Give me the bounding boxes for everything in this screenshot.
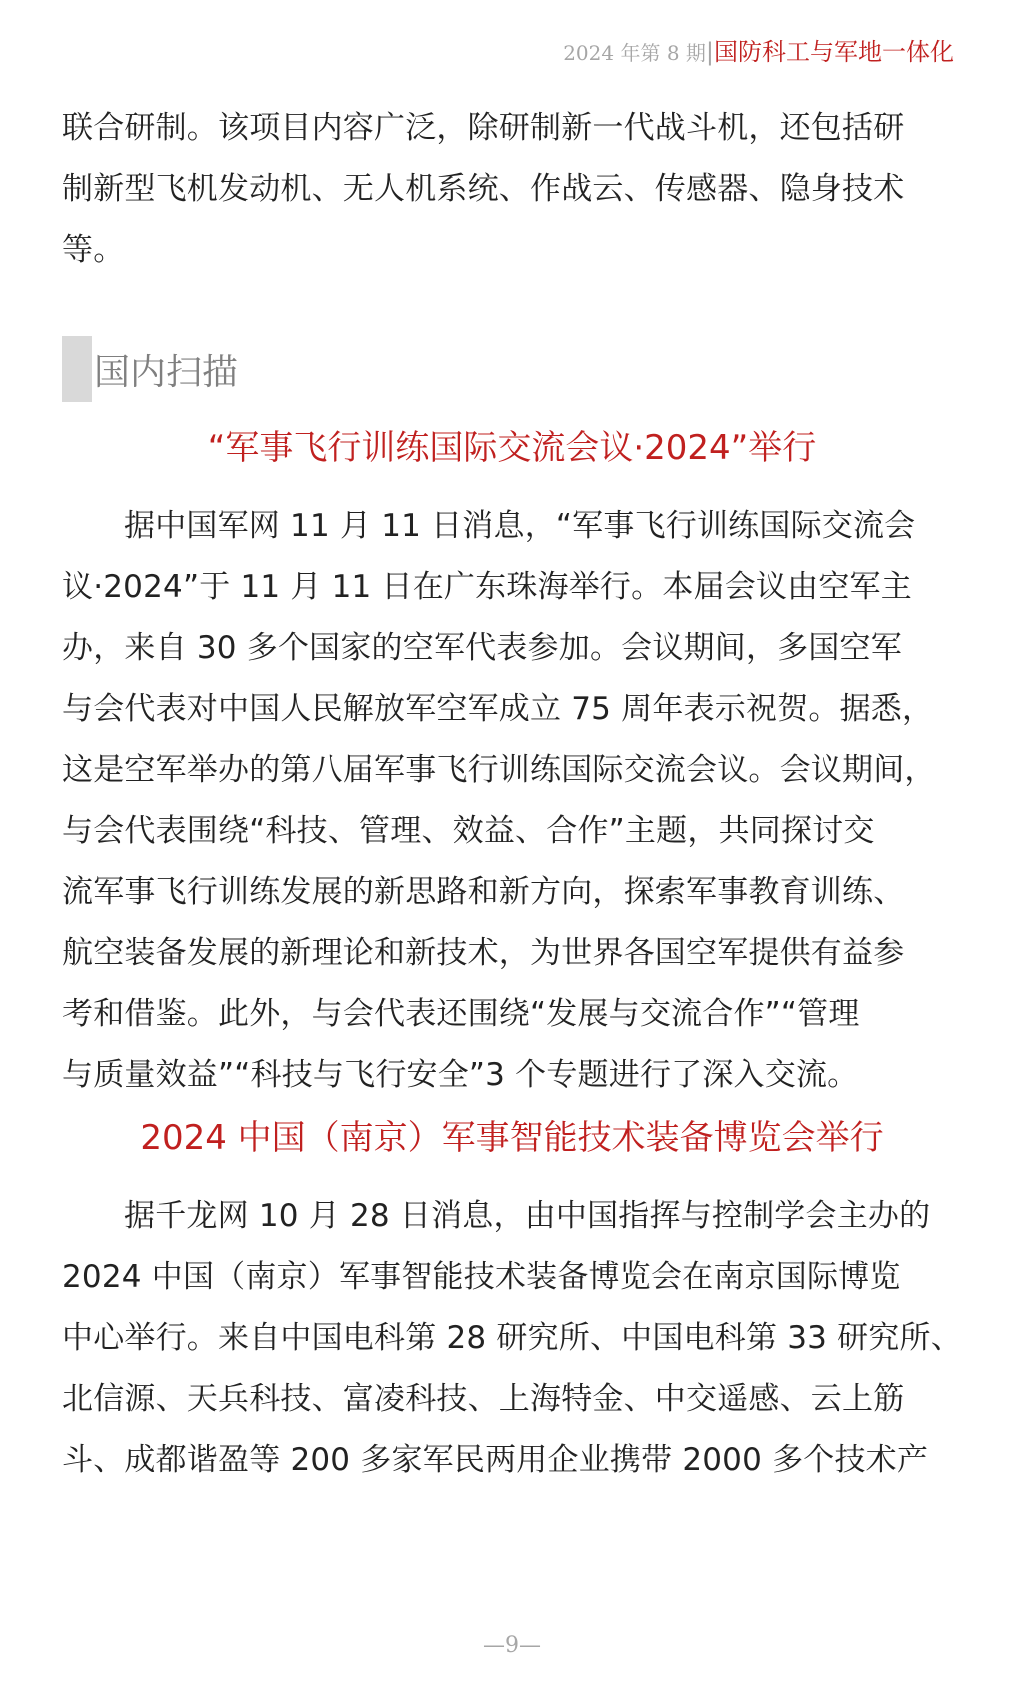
article-title: 2024 中国（南京）军事智能技术装备博览会举行 bbox=[140, 1118, 884, 1158]
text-line: 议·2024”于 11 月 11 日在广东珠海举行。本届会议由空军主 bbox=[62, 569, 912, 605]
section-title: 国内扫描 bbox=[94, 351, 239, 393]
text-line: 这是空军举办的第八届军事飞行训练国际交流会议。会议期间， bbox=[62, 752, 936, 788]
page-number: —9— bbox=[483, 1633, 541, 1658]
text-line: 与会代表对中国人民解放军空军成立 75 周年表示祝贺。据悉， bbox=[62, 691, 934, 727]
article-body bbox=[62, 1186, 962, 1491]
text-line: 据千龙网 10 月 28 日消息，由中国指挥与控制学会主办的 bbox=[124, 1198, 931, 1234]
text-line: 中心举行。来自中国电科第 28 研究所、中国电科第 33 研究所、 bbox=[62, 1320, 962, 1356]
text-line: 联合研制。该项目内容广泛，除研制新一代战斗机，还包括研 bbox=[62, 110, 905, 146]
header-separator: | bbox=[705, 38, 714, 66]
text-line: 2024 中国（南京）军事智能技术装备博览会在南京国际博览 bbox=[62, 1259, 901, 1295]
text-line: 办，来自 30 多个国家的空军代表参加。会议期间，多国空军 bbox=[62, 630, 902, 666]
section-marker bbox=[62, 336, 92, 402]
article-title: “军事飞行训练国际交流会议·2024”举行 bbox=[207, 428, 817, 468]
column-title: 国防科工与军地一体化 bbox=[714, 38, 954, 66]
text-line: 北信源、天兵科技、富凌科技、上海特金、中交遥感、云上筋 bbox=[62, 1381, 905, 1417]
text-line: 等。 bbox=[62, 232, 125, 268]
text-line: 制新型飞机发动机、无人机系统、作战云、传感器、隐身技术 bbox=[62, 171, 905, 207]
text-line: 流军事飞行训练发展的新思路和新方向，探索军事教育训练、 bbox=[62, 874, 905, 910]
section-heading bbox=[62, 336, 238, 402]
page-header bbox=[563, 36, 954, 69]
text-line: 考和借鉴。此外，与会代表还围绕“发展与交流合作”“管理 bbox=[62, 996, 860, 1032]
text-line: 航空装备发展的新理论和新技术，为世界各国空军提供有益参 bbox=[62, 935, 905, 971]
text-line: 与质量效益”“科技与飞行安全”3 个专题进行了深入交流。 bbox=[62, 1057, 859, 1093]
article-body bbox=[62, 496, 962, 1106]
intro-paragraph bbox=[62, 98, 962, 281]
text-line: 与会代表围绕“科技、管理、效益、合作”主题，共同探讨交 bbox=[62, 813, 875, 849]
issue-label: 2024 年第 8 期 bbox=[563, 41, 706, 65]
text-line: 斗、成都谐盈等 200 多家军民两用企业携带 2000 多个技术产 bbox=[62, 1442, 929, 1478]
text-line: 据中国军网 11 月 11 日消息，“军事飞行训练国际交流会 bbox=[124, 508, 916, 544]
